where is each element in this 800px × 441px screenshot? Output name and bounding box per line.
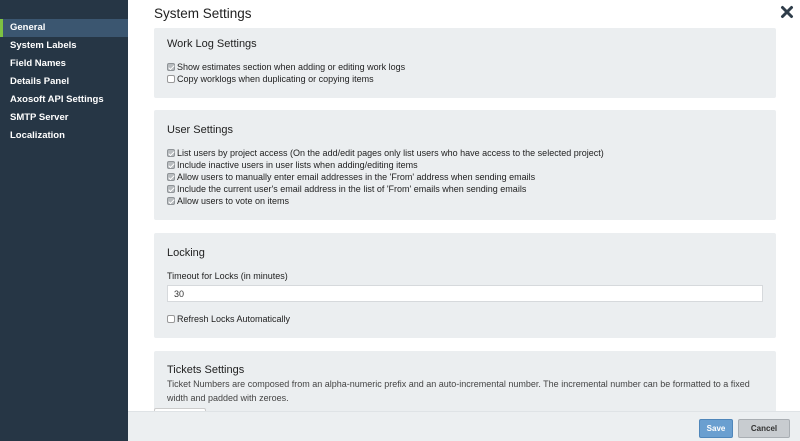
sidebar-item-smtp-server[interactable]: SMTP Server bbox=[10, 112, 69, 123]
checkbox-label: Allow users to manually enter email addresses in the 'From' address when sending emails bbox=[177, 172, 536, 182]
checkbox-label: Include inactive users in user lists when adding/editing items bbox=[177, 160, 418, 170]
checkbox-label: Copy worklogs when duplicating or copying items bbox=[177, 74, 374, 84]
dialog-footer bbox=[128, 411, 800, 441]
include-inactive-users-option[interactable] bbox=[167, 159, 418, 171]
checkbox-label: Allow users to vote on items bbox=[177, 196, 290, 206]
close-icon[interactable] bbox=[780, 5, 794, 21]
tickets-description: Ticket Numbers are composed from an alpha-numeric prefix and an auto-incremental number. The incremental number can be formatted to a fixed width and padded with zeroes. bbox=[167, 379, 750, 403]
sidebar-item-system-labels[interactable]: System Labels bbox=[10, 40, 77, 51]
work-log-settings-panel bbox=[154, 28, 776, 98]
allow-voting-option[interactable] bbox=[167, 195, 289, 207]
user-settings-title: User Settings bbox=[167, 124, 234, 136]
checkbox[interactable] bbox=[167, 197, 175, 205]
tickets-settings-panel bbox=[154, 351, 776, 411]
page-title: System Settings bbox=[154, 6, 252, 21]
sidebar-item-general[interactable]: General bbox=[0, 19, 128, 37]
checkbox-label: List users by project access (On the add/edit pages only list users who have access to the selected project) bbox=[177, 148, 604, 158]
save-button[interactable]: Save bbox=[699, 419, 733, 438]
checkbox[interactable] bbox=[167, 185, 175, 193]
copy-worklogs-option[interactable] bbox=[167, 73, 374, 85]
work-log-settings-title: Work Log Settings bbox=[167, 38, 257, 50]
checkbox[interactable] bbox=[167, 149, 175, 157]
sidebar-item-details-panel[interactable]: Details Panel bbox=[10, 76, 70, 87]
checkbox-label: Show estimates section when adding or editing work logs bbox=[177, 62, 406, 72]
show-estimates-option[interactable] bbox=[167, 61, 405, 73]
checkbox-label: Include the current user's email address in the list of 'From' emails when sending emails bbox=[177, 184, 527, 194]
timeout-input[interactable] bbox=[167, 285, 763, 302]
checkbox[interactable] bbox=[167, 315, 175, 323]
cancel-button[interactable]: Cancel bbox=[738, 419, 790, 438]
locking-panel bbox=[154, 233, 776, 338]
dialog-header bbox=[128, 0, 800, 28]
user-settings-panel bbox=[154, 110, 776, 220]
locking-title: Locking bbox=[167, 247, 205, 259]
refresh-locks-option[interactable] bbox=[167, 313, 290, 325]
include-current-user-email-option[interactable] bbox=[167, 183, 526, 195]
checkbox[interactable] bbox=[167, 173, 175, 181]
sidebar-menu bbox=[0, 0, 128, 145]
sidebar-item-field-names[interactable]: Field Names bbox=[10, 58, 66, 69]
timeout-label: Timeout for Locks (in minutes) bbox=[167, 271, 288, 281]
checkbox[interactable] bbox=[167, 63, 175, 71]
checkbox[interactable] bbox=[167, 161, 175, 169]
sidebar-item-axosoft-api-settings[interactable]: Axosoft API Settings bbox=[10, 94, 104, 105]
sidebar-item-localization[interactable]: Localization bbox=[10, 130, 65, 141]
tickets-settings-title: Tickets Settings bbox=[167, 364, 245, 376]
checkbox[interactable] bbox=[167, 75, 175, 83]
settings-content[interactable] bbox=[128, 28, 800, 411]
settings-dialog bbox=[128, 0, 800, 441]
manual-email-addresses-option[interactable] bbox=[167, 171, 535, 183]
list-users-by-project-option[interactable] bbox=[167, 147, 604, 159]
checkbox-label: Refresh Locks Automatically bbox=[177, 314, 291, 324]
sidebar bbox=[0, 0, 128, 441]
